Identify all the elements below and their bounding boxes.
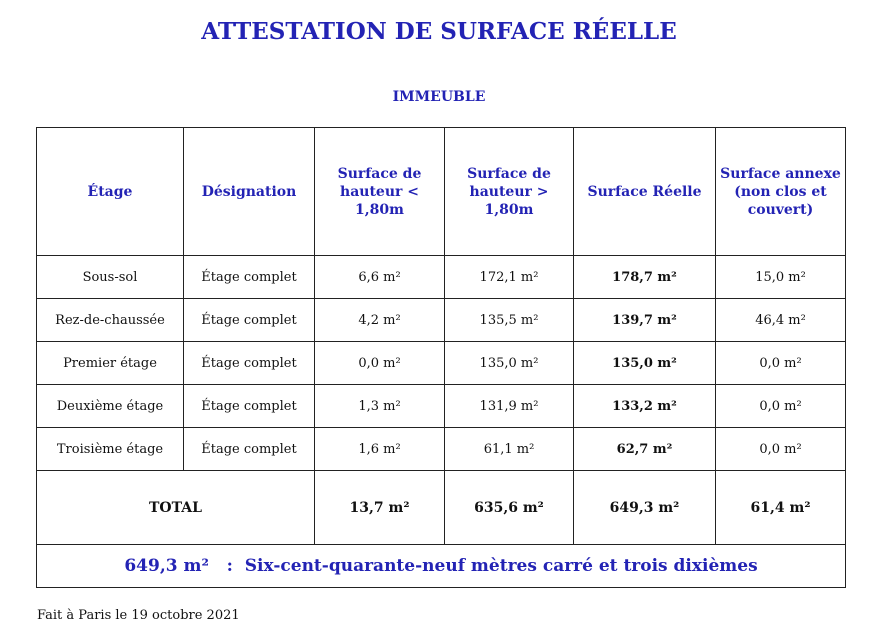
- cell-surface-reelle: 135,0 m²: [574, 342, 716, 385]
- surface-table: [36, 127, 846, 588]
- cell-surface-below: 6,6 m²: [315, 256, 445, 299]
- cell-surface-below: 1,3 m²: [315, 385, 445, 428]
- header-etage: Étage: [37, 128, 184, 256]
- header-designation: Désignation: [184, 128, 315, 256]
- cell-surface-reelle: 62,7 m²: [574, 428, 716, 471]
- cell-surface-above: 135,0 m²: [445, 342, 574, 385]
- cell-surface-annexe: 0,0 m²: [716, 342, 846, 385]
- cell-surface-below: 4,2 m²: [315, 299, 445, 342]
- document-title: ATTESTATION DE SURFACE RÉELLE: [201, 18, 677, 45]
- table-row: [37, 299, 846, 342]
- cell-surface-annexe: 0,0 m²: [716, 385, 846, 428]
- header-surface-below-180: Surface de hauteur < 1,80m: [315, 128, 445, 256]
- header-surface-above-180: Surface de hauteur > 1,80m: [445, 128, 574, 256]
- cell-designation: Étage complet: [184, 385, 315, 428]
- total-surface-above: 635,6 m²: [445, 471, 574, 545]
- cell-surface-below: 0,0 m²: [315, 342, 445, 385]
- cell-designation: Étage complet: [184, 342, 315, 385]
- summary-row: [37, 545, 846, 588]
- cell-etage: Troisième étage: [37, 428, 184, 471]
- cell-surface-above: 172,1 m²: [445, 256, 574, 299]
- cell-designation: Étage complet: [184, 299, 315, 342]
- cell-surface-reelle: 139,7 m²: [574, 299, 716, 342]
- total-row: [37, 471, 846, 545]
- cell-surface-annexe: 15,0 m²: [716, 256, 846, 299]
- header-surface-reelle: Surface Réelle: [574, 128, 716, 256]
- cell-surface-above: 61,1 m²: [445, 428, 574, 471]
- cell-surface-reelle: 133,2 m²: [574, 385, 716, 428]
- cell-surface-annexe: 0,0 m²: [716, 428, 846, 471]
- total-surface-annexe: 61,4 m²: [716, 471, 846, 545]
- cell-surface-reelle: 178,7 m²: [574, 256, 716, 299]
- cell-surface-below: 1,6 m²: [315, 428, 445, 471]
- cell-etage: Deuxième étage: [37, 385, 184, 428]
- cell-surface-above: 135,5 m²: [445, 299, 574, 342]
- table-row: [37, 342, 846, 385]
- total-surface-below: 13,7 m²: [315, 471, 445, 545]
- footer-date: Fait à Paris le 19 octobre 2021: [37, 608, 240, 623]
- cell-designation: Étage complet: [184, 256, 315, 299]
- header-surface-annexe: Surface annexe (non clos et couvert): [716, 128, 846, 256]
- cell-etage: Rez-de-chaussée: [37, 299, 184, 342]
- table-header-row: [37, 128, 846, 256]
- cell-designation: Étage complet: [184, 428, 315, 471]
- cell-surface-above: 131,9 m²: [445, 385, 574, 428]
- table-row: [37, 428, 846, 471]
- total-surface-reelle: 649,3 m²: [574, 471, 716, 545]
- table-row: [37, 256, 846, 299]
- document-subtitle: IMMEUBLE: [392, 89, 486, 105]
- cell-surface-annexe: 46,4 m²: [716, 299, 846, 342]
- cell-etage: Premier étage: [37, 342, 184, 385]
- summary-text: 649,3 m² : Six-cent-quarante-neuf mètres carré et trois dixièmes: [37, 545, 846, 588]
- cell-etage: Sous-sol: [37, 256, 184, 299]
- table-row: [37, 385, 846, 428]
- total-label: TOTAL: [37, 471, 315, 545]
